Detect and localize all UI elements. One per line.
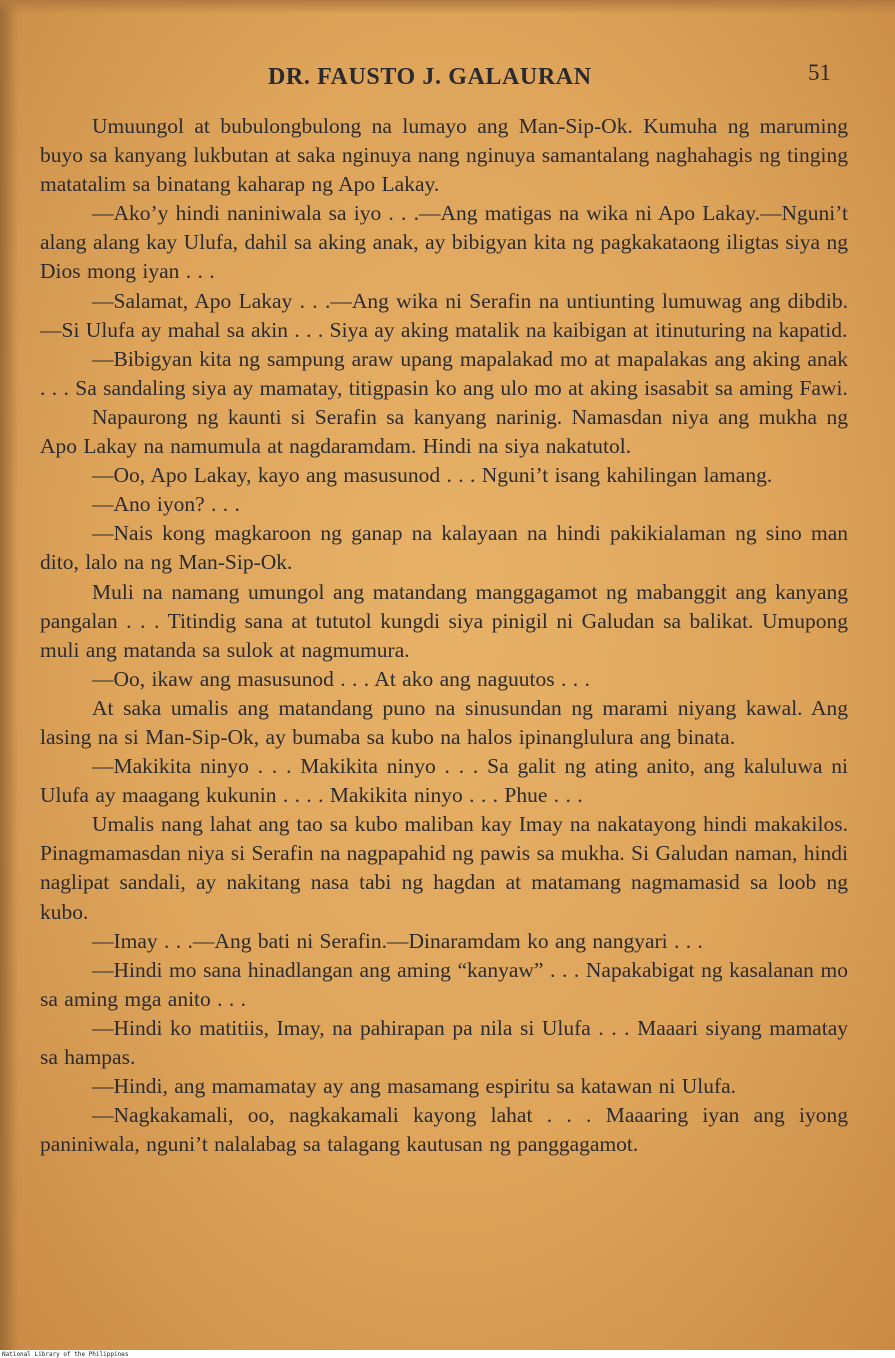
paragraph: At saka umalis ang matandang puno na sinusundan ng marami niyang kawal. Ang lasing na si Man-Sip-Ok, ay bumaba sa kubo na halos ipinanglulura ang binata.	[40, 695, 848, 749]
paragraph: —Ako’y hindi naniniwala sa iyo . . .—Ang matigas na wika ni Apo Lakay.—Nguni’t alang alang kay Ulufa, dahil sa aking anak, ay bibigyan kita ng pagkakataong iligtas siya ng Dios mong iyan . . .	[40, 201, 848, 284]
paragraph: —Imay . . .—Ang bati ni Serafin.—Dinaramdam ko ang nangyari . . .	[92, 928, 703, 953]
paragraph: —Ano iyon? . . .	[92, 492, 240, 517]
paragraph: —Nagkakamali, oo, nagkakamali kayong lahat . . . Maaaring iyan ang iyong paniniwala, nguni’t nalalabag sa talagang kautusan ng panggagamot.	[40, 1103, 848, 1157]
paragraph: —Oo, Apo Lakay, kayo ang masusunod . . . Nguni’t isang kahilingan lamang.	[92, 463, 773, 488]
paragraph: —Salamat, Apo Lakay . . .—Ang wika ni Serafin na untiunting lumuwag ang dibdib.—Si Ulufa ay mahal sa akin . . . Siya ay aking matalik na kaibigan at itinuturing na kapatid.	[40, 288, 848, 342]
page-shadow-left	[0, 0, 18, 1350]
paragraph: —Hindi mo sana hinadlangan ang aming “kanyaw” . . . Napakabigat ng kasalanan mo sa aming mga anito . . .	[40, 957, 848, 1011]
paragraph: Umalis nang lahat ang tao sa kubo maliban kay Imay na nakatayong hindi makakilos. Pinagmamasdan niya si Serafin na nagpapahid ng pawis sa mukha. Si Galudan naman, hindi naglipat sandali, ay nakitang nasa tabi ng hagdan at matamang nagmamasid sa loob ng kubo.	[40, 812, 848, 924]
paragraph: —Nais kong magkaroon ng ganap na kalayaan na hindi pakikialaman ng sino man dito, lalo na ng Man-Sip-Ok.	[40, 521, 848, 575]
paragraph: —Hindi ko matitiis, Imay, na pahirapan pa nila si Ulufa . . . Maaari siyang mamatay sa hampas.	[40, 1015, 848, 1069]
paragraph: Muli na namang umungol ang matandang manggagamot ng mabanggit ang kanyang pangalan . . . Titindig sana at tututol kungdi siya pinigil ni Galudan sa balikat. Umupong muli ang matanda sa sulok at nagmumura.	[40, 579, 848, 662]
paragraph: —Hindi, ang mamamatay ay ang masamang espiritu sa katawan ni Ulufa.	[92, 1074, 737, 1099]
paragraph: —Makikita ninyo . . . Makikita ninyo . . . Sa galit ng ating anito, ang kaluluwa ni Ulufa ay maagang kukunin . . . . Makikita ninyo . . . Phue . . .	[40, 754, 848, 808]
running-header-title: DR. FAUSTO J. GALAURAN	[268, 64, 592, 90]
page-body	[40, 112, 848, 1159]
paragraph: Umuungol at bubulongbulong na lumayo ang Man-Sip-Ok. Kumuha ng maruming buyo sa kanyang lukbutan at saka nginuya nang nginuya samantalang naghahagis ng tinging matatalim sa binatang kaharap ng Apo Lakay.	[40, 114, 848, 197]
paragraph: Napaurong ng kaunti si Serafin sa kanyang narinig. Namasdan niya ang mukha ng Apo Lakay na namumula at nagdaramdam. Hindi na siya nakatutol.	[40, 404, 848, 459]
paragraph: —Bibigyan kita ng sampung araw upang mapalakad mo at mapalakas ang aking anak . . . Sa sandaling siya ay mamatay, titigpasin ko ang ulo mo at aking isasabit sa aming Fawi.	[40, 346, 848, 400]
scan-credit: National Library of the Philippines	[2, 1351, 129, 1358]
page-number: 51	[808, 60, 831, 85]
page-shadow-top	[0, 0, 895, 14]
paragraph: —Oo, ikaw ang masusunod . . . At ako ang naguutos . . .	[92, 666, 590, 691]
running-header	[0, 58, 895, 98]
